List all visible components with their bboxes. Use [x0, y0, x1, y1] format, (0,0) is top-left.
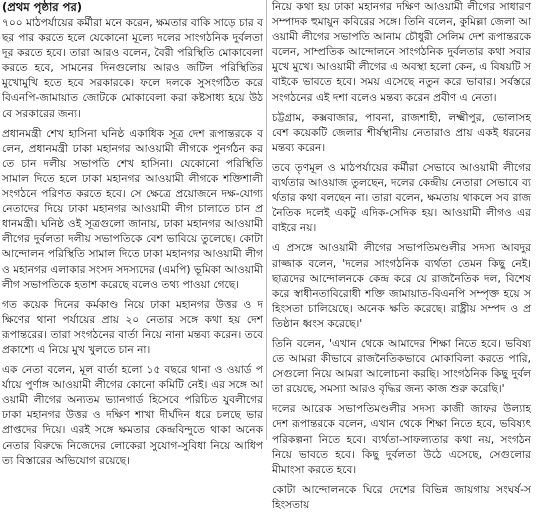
paragraph: এক নেতা বলেন, মূল বার্তা হলো ১৫ বছরে থানা ও ওয়ার্ড পর্যায়ে পুর্ণাঙ্গ আওয়ামী লীগের কোনো কমিটি নেই। এর সঙ্গে আওয়ামী লীগের অন্যতম ভ্যানগার্ড হিসেবে পরিচিত যুবলীগের ঢাকা মহানগর উত্তর ও দক্ষিণ শাখা দীর্ঘদিন ধরে চলছে ভারপ্রাপ্তদের দিয়ে। এরই সঙ্গে ক্ষমতার কেন্দ্রবিন্দুতে থাকা অনেক নেতার বিরুদ্ধে নিজেদের লোকেরা সুযোগ-সুবিধা নিয়ে আধিপত্য বিস্তারের অভিযোগ রয়েছে।	[2, 364, 263, 467]
paragraph: নিয়ে কথা হয় ঢাকা মহানগর দক্ষিণ আওয়ামী লীগের সাধারণ সম্পাদক হুমায়ুন কবিরের সঙ্গে। তিনি বলেন, কুমিল্লা জেলা আওয়ামী লীগের সভাপতি আনাম চৌধুরী সেলিম দেশ রূপান্তরকে বলেন, সাম্প্রতিক আন্দোলনে সাংগঠনিক দুর্বলতার কথা সবার মুখে মুখে। আওয়ামী লীগের এ অবস্থা হলো কেন, এ বিষয়টি সবাইকে ভাবতে হবে। সময় এসেছে নতুন করে ভাবার। সর্বস্তরে সংগঠনের এই দশা বলেও মন্তব্য করেন প্রবীণ এ নেতা।	[272, 1, 531, 104]
paragraph: তিনি বলেন, 'এখান থেকে আমাদের শিক্ষা নিতে হবে। ভবিষ্যতে আমরা কীভাবে রাজনৈতিকভাবে মোকাবিলা করতে পারি, সেগুলো নিয়ে আমরা আলোচনা করছি। সাংগঠনিক কিছু দুর্বলতা রয়েছে, সমস্যা আরও বৃদ্ধির জন্য কাজ শুরু করেছি।'	[272, 337, 531, 396]
paragraph: কোটা আন্দোলনকে ঘিরে দেশের বিভিন্ন জায়গায় সংঘর্ষ-সহিংসতায়	[272, 483, 531, 511]
paragraph: প্রধানমন্ত্রী শেখ হাসিনা ঘনিষ্ঠ একাধিক সূত্র দেশ রূপান্তরকে বলেন, প্রধানমন্ত্রী ঢাকা মহানগর আওয়ামী লীগকে পুনর্গঠন করতে চান দলীয় সভাপতি শেখ হাসিনা। যেকোনো পরিস্থিতি সামাল দিতে হলে ঢাকা মহানগর আওয়ামী লীগকে শক্তিশালী সংগঠনে পরিণত করতে হবে। সে ক্ষেত্রে প্রয়োজনে দক্ষ-যোগ্য নেতাদের দিয়ে ঢাকা মহানগর আওয়ামী লীগ চালাতে চান প্রধানমন্ত্রী। ঘনিষ্ঠ ওই সূত্রগুলো জানায়, ঢাকা মহানগর আওয়ামী লীগের দুর্বলতা দলীয় সভাপতিকে বেশ ভাবিয়ে তুলেছে। কোটা আন্দোলন পরিস্থিতি সামাল দিতে ঢাকা মহানগর আওয়ামী লীগ ও মহানগর এলাকার সংসদ সদস্যদের (এমপি) ভূমিকা আওয়ামী লীগ সভাপতিকে হতাশ করেছে বলেও তথ্য পাওয়া গেছে।	[2, 127, 263, 291]
paragraph: এ প্রসঙ্গে আওয়ামী লীগের সভাপতিমণ্ডলীর সদস্য আবদুর রাজ্জাক বলেন, 'দলের সাংগঠনিক ব্যর্থতা তেমন কিছু নেই। ছাত্রদের আন্দোলনকে কেন্দ্র করে যে রাজনৈতিক দল, বিশেষ করে স্বাধীনতাবিরোধী শক্তি জামায়াত-বিএনপি সম্পৃক্ত হয়ে সহিংসতা চালিয়েছে। অনেক ক্ষতি করেছে। রাষ্ট্রীয় সম্পদ ও প্রতিষ্ঠান ধ্বংস করেছে।'	[272, 242, 531, 330]
paragraph: তবে তৃণমূল ও মাঠপর্যায়ের কর্মীরা সেভাবে আওয়ামী লীগের ব্যর্থতার আওয়াজ তুলছেন, দলের কেন্দ্রীয় নেতারা সেভাবে ব্যর্থতার কথা বলছেন না। তারা বলেন, ক্ষমতায় থাকলে সব রাজনৈতিক দলেই একটু এদিক-সেদিক হয়। আওয়ামী লীগও এর বাইরে নয়।	[272, 161, 531, 235]
paragraph: দলের আরেক সভাপতিমণ্ডলীর সদস্য কাজী জাফর উল্যাহ দেশ রূপান্তরকে বলেন, এখান থেকে শিক্ষা নিতে হবে, ভবিষ্যৎ পরিকল্পনা নিতে হবে। ব্যর্থতা-সাফল্যতার কথা নয়, সংগঠন নিয়ে ভাবতে হবে। কিছু দুর্বলতা উঠে এসেছে, সেগুলোর মীমাংসা করতে হবে।	[272, 403, 531, 476]
continued-heading: (প্রথম পৃষ্ঠার পর)	[2, 0, 83, 14]
paragraph: গত কয়েক দিনের কর্মকাণ্ড নিয়ে ঢাকা মহানগর উত্তর ও দক্ষিণের থানা পর্যায়ের প্রায় ২০ নেতার সঙ্গে কথা হয় দেশ রূপান্তরের। তারা সংগঠনের বার্তা নিয়ে নানা মন্তব্য করেন। তবে প্রকাশ্যে এ নিয়ে মুখ খুলতে চান না।	[2, 298, 263, 356]
paragraph: চট্টগ্রাম, কক্সবাজার, পাবনা, রাজশাহী, লক্ষ্মীপুর, ভোলাসহ বেশ কয়েকটি জেলার শীর্ষস্থানীয় নেতারাও প্রায় একই ধরনের মন্তব্য করেন।	[272, 111, 531, 154]
right-column	[267, 0, 533, 511]
paragraph: ৭০০ মাঠপর্যায়ের কর্মীরা মনে করেন, ক্ষমতার বাকি সাড়ে চার বছর পার করতে হলে যেকোনো মূল্যে দলের সাংগঠনিক দুর্বলতা দূর করতে হবে। তারা আরও বলেন, বৈরী পরিস্থিতি মোকাবেলা করতে হবে, সামনের দিনগুলোয় আরও জটিল পরিস্থিতির মুখোমুখি হতে হবে সরকারকে। ফলে দলকে সুসংগঠিত করে বিএনপি-জামায়াত জোটকে মোকাবেলা করা কষ্টসাধ্য হয়ে উঠবে সরকারের জন্য।	[2, 17, 263, 120]
left-column	[0, 0, 266, 467]
